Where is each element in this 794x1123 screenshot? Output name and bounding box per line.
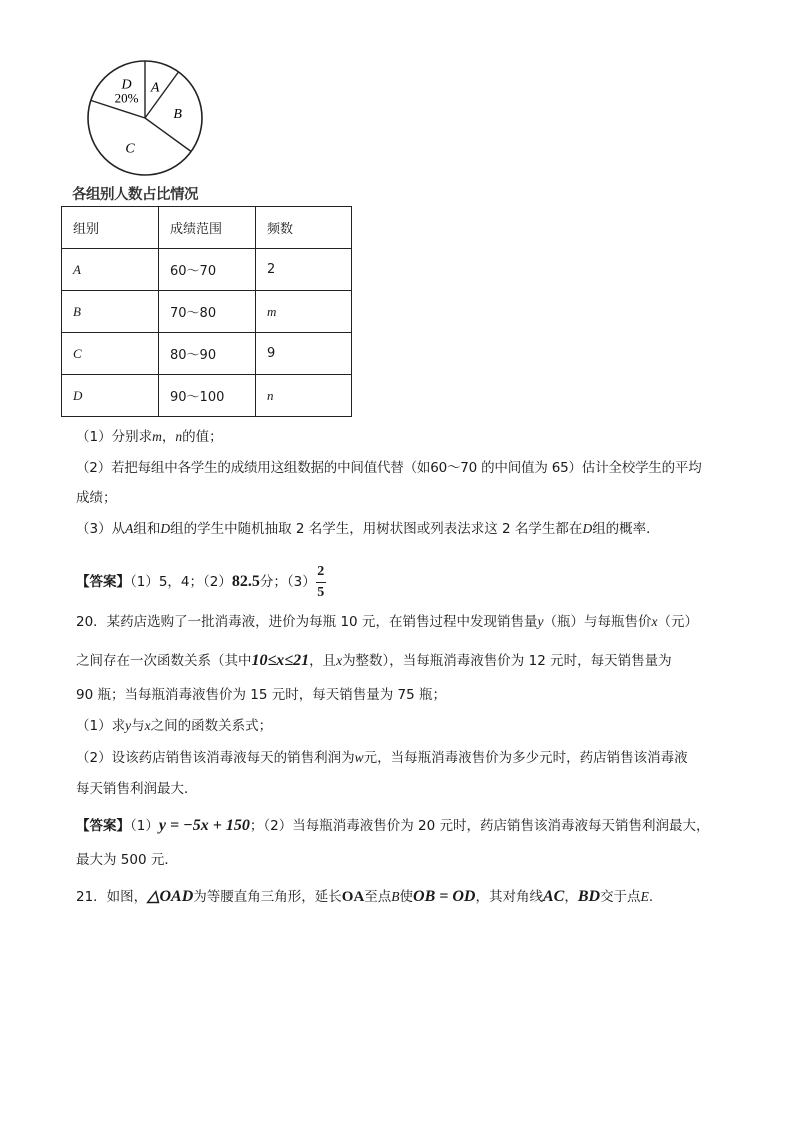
q20-line3: 90 瓶；当每瓶消毒液售价为 15 元时，每天销售量为 75 瓶； [76, 687, 446, 703]
table-cell: 80～90 [159, 333, 256, 375]
q19-part2-line1: （2）若把每组中各学生的成绩用这组数据的中间值代替（如60～70 的中间值为 65）估计全校学生的平均 [76, 460, 702, 476]
table-header-row [62, 207, 352, 249]
header-group: 组别 [62, 207, 159, 249]
q20-part2-line1: （2）设该药店销售该消毒液每天的销售利润为w元，当每瓶消毒液售价为多少元时，药店销售该消毒液 [76, 750, 688, 766]
table-cell: C [62, 333, 159, 375]
q20-answer-line1: 【答案】（1）y = −5x + 150；（2）当每瓶消毒液售价为 20 元时，药店销售该消毒液每天销售利润最大， [76, 817, 710, 834]
table-cell: n [256, 375, 352, 417]
q19-part2-line2: 成绩； [76, 490, 117, 506]
pie-label-d: D [121, 77, 132, 93]
q21-line1: 21．如图，△OAD为等腰直角三角形，延长OA至点B使OB = OD，其对角线AC，BD交于点E. [76, 888, 654, 905]
pie-label-a: A [150, 80, 160, 96]
q19-answer: 【答案】（1）5，4；（2）82.5分；（3） $\frac{2}{5}$ [76, 563, 325, 600]
q20-part2-line2: 每天销售利润最大． [76, 781, 198, 797]
table-cell: A [62, 249, 159, 291]
table-cell: 70～80 [159, 291, 256, 333]
header-range: 成绩范围 [159, 207, 256, 249]
answer-fraction: $\frac{2}{5}$ [317, 563, 325, 600]
q19-part1: （1）分别求m，n的值； [76, 429, 223, 445]
table-cell: D [62, 375, 159, 417]
table-row [62, 375, 352, 417]
table-row [62, 249, 352, 291]
table-cell: 60～70 [159, 249, 256, 291]
pie-label-d-percent: 20% [114, 90, 139, 106]
pie-caption: 各组别人数占比情况 [72, 187, 198, 203]
table-cell: 9 [256, 333, 352, 375]
frequency-table [61, 206, 352, 417]
q19-part3: （3）从A组和D组的学生中随机抽取 2 名学生，用树状图或列表法求这 2 名学生都在D组的概率． [76, 521, 660, 537]
pie-chart [85, 60, 215, 180]
q20-line1: 20．某药店选购了一批消毒液，进价为每瓶 10 元，在销售过程中发现销售量y（瓶）与每瓶售价x（元） [76, 614, 698, 630]
pie-label-c: C [125, 141, 135, 157]
table-cell: 2 [256, 249, 352, 291]
table-cell: 90～100 [159, 375, 256, 417]
table-cell: m [256, 291, 352, 333]
table-row [62, 291, 352, 333]
table-row [62, 333, 352, 375]
q20-answer-line2: 最大为 500 元． [76, 852, 178, 868]
q20-line2: 之间存在一次函数关系（其中10≤x≤21，且x为整数），当每瓶消毒液售价为 12 元时，每天销售量为 [76, 652, 672, 669]
pie-label-b: B [173, 106, 182, 122]
q20-part1: （1）求y与x之间的函数关系式； [76, 718, 273, 734]
table-cell: B [62, 291, 159, 333]
header-frequency: 频数 [256, 207, 352, 249]
